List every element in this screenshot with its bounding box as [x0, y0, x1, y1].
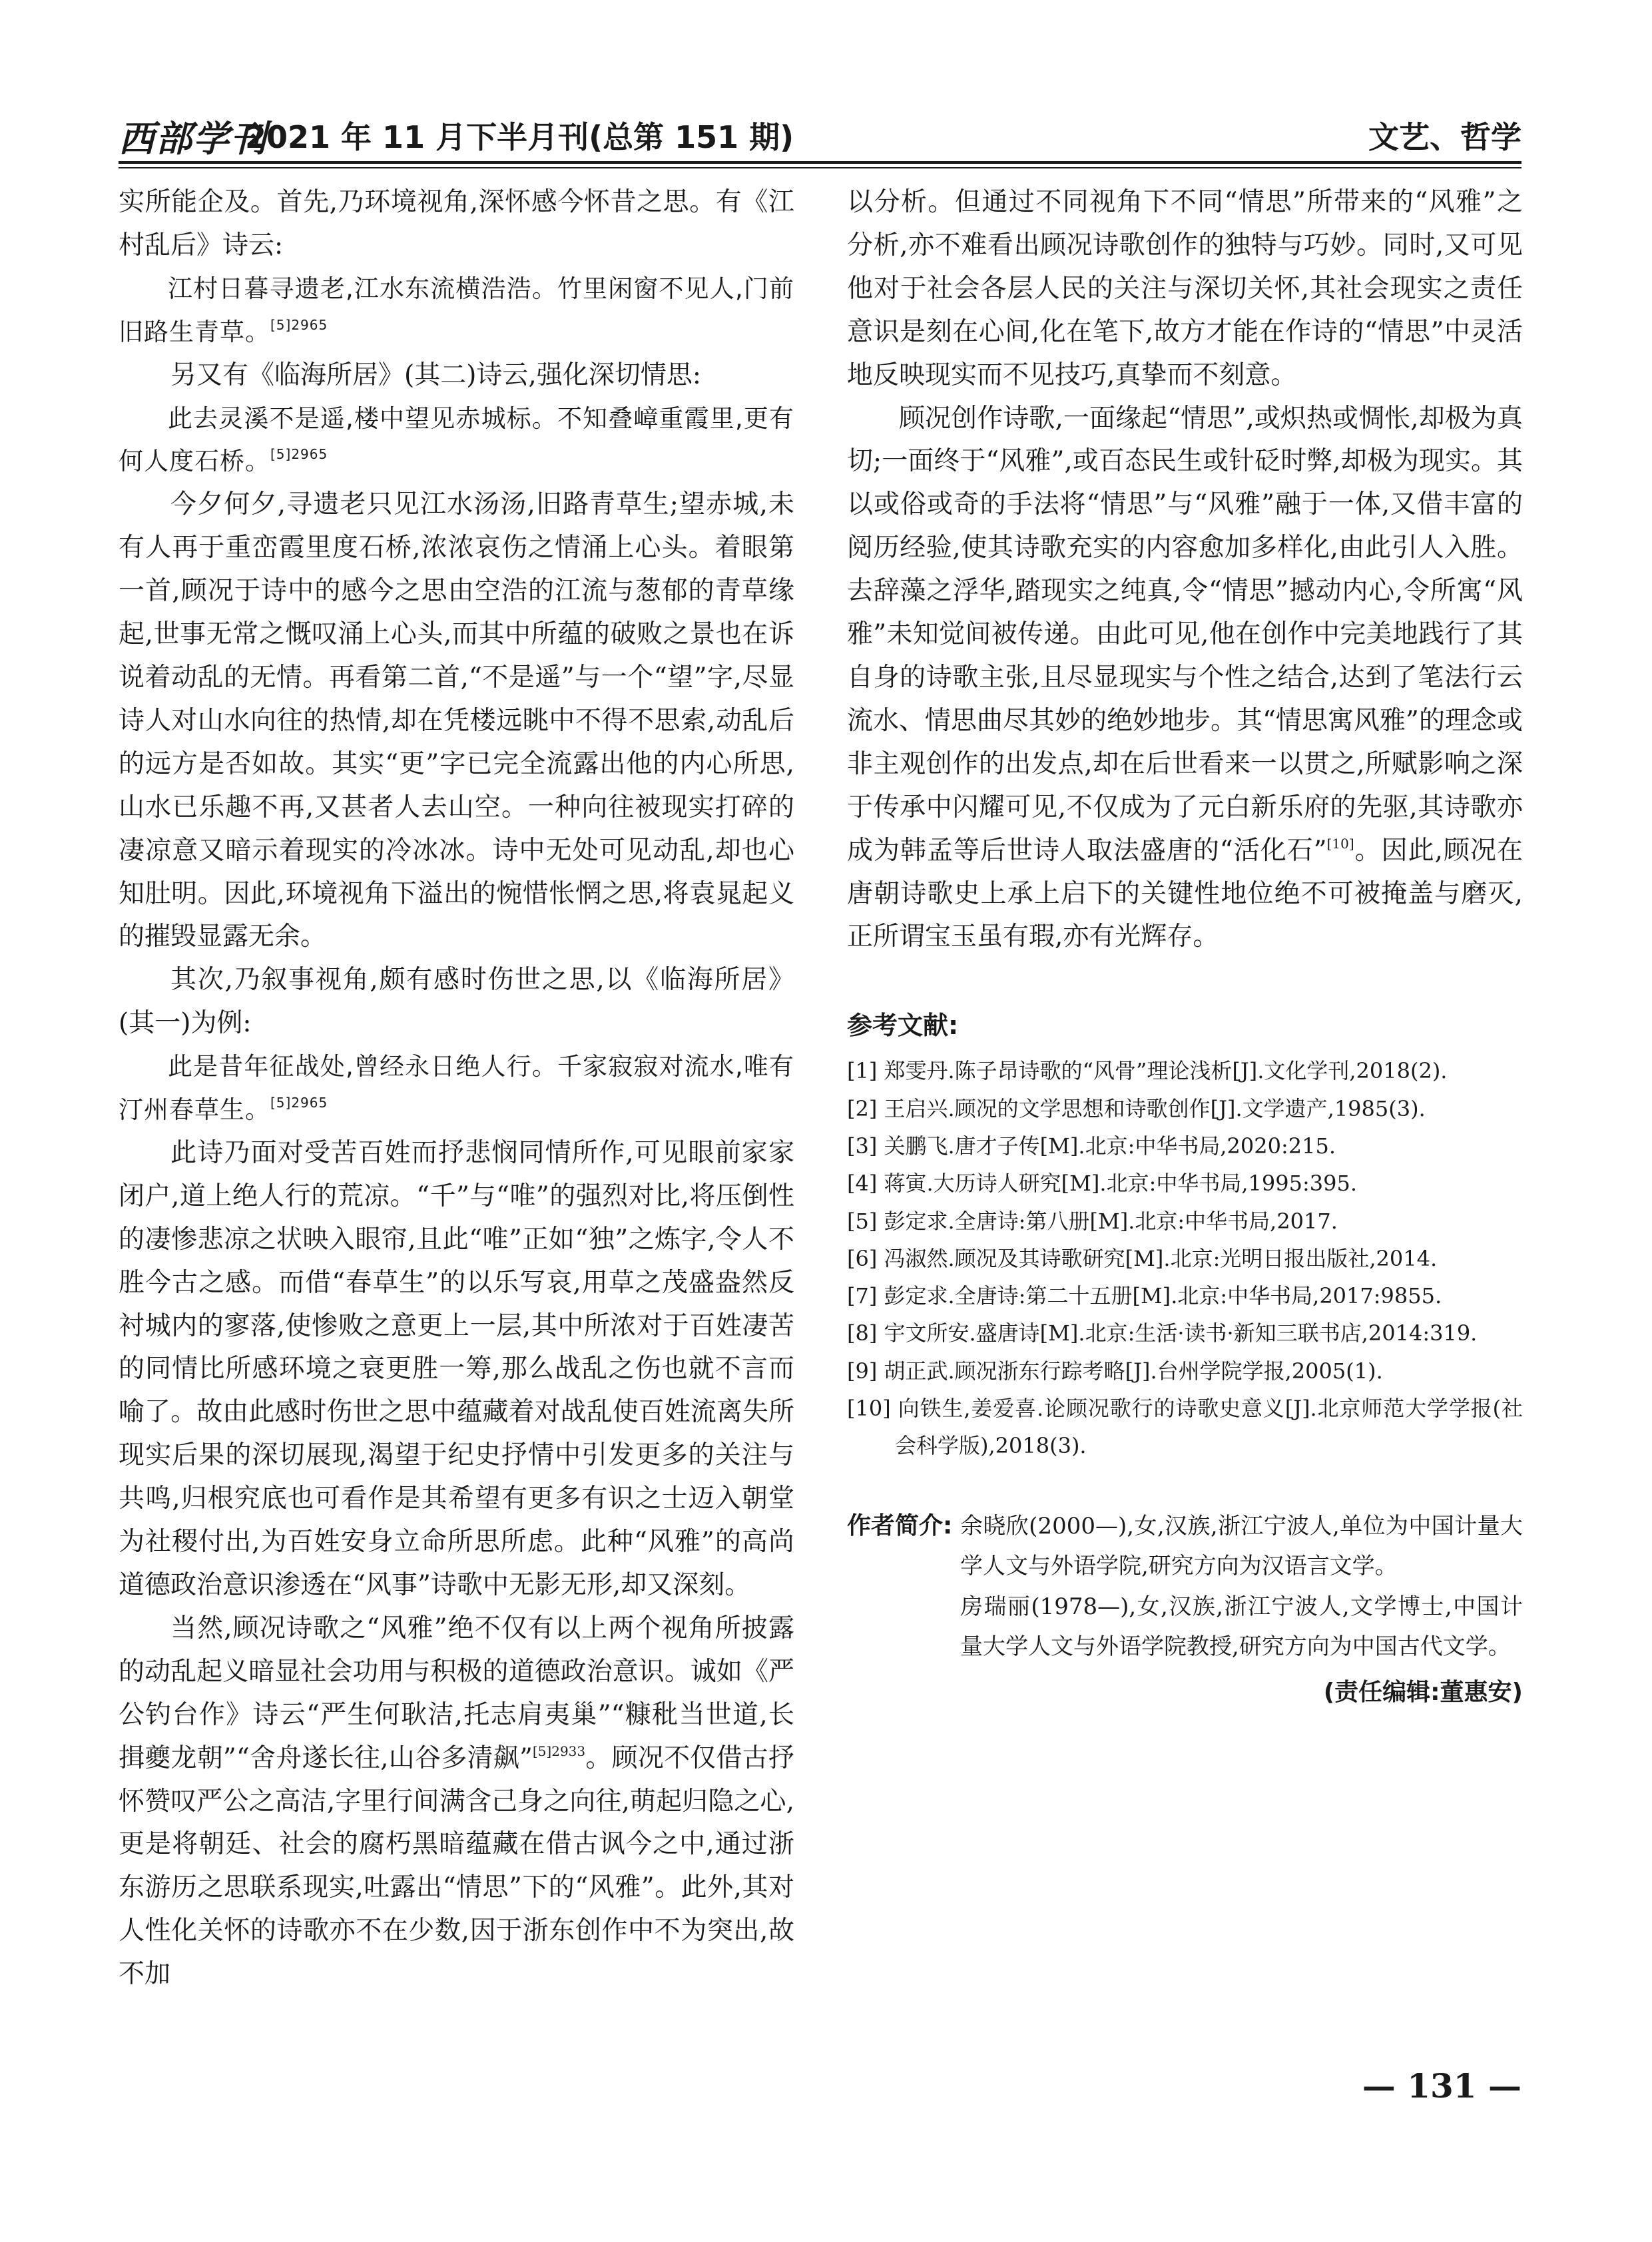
responsible-editor: (责任编辑:董惠安) — [1323, 1678, 1523, 1706]
body-paragraph: 今夕何夕,寻遗老只见江水汤汤,旧路青草生;望赤城,未有人再于重峦霞里度石桥,浓浓哀伤之情涌上心头。着眼第一首,顾况于诗中的感今之思由空浩的江流与葱郁的青草缘起,世事无常之慨叹涌上心头,而其中所蕴的破败之景也在诉说着动乱的无情。再看第二首,“不是遥”与一个“望”字,尽显诗人对山水向往的热情,却在凭楼远眺中不得不思索,动乱后的远方是否如故。其实“更”字已完全流露出他的内心所思,山水已乐趣不再,又甚者人去山空。一种向往被现实打碎的凄凉意又暗示着现实的冷冰冰。诗中无处可见动乱,却也心知肚明。因此,环境视角下溢出的惋惜怅惘之思,将袁晁起义的摧毁显露无余。 — [119, 489, 794, 952]
reference-item: [9] 胡正武.顾况浙东行踪考略[J].台州学院学报,2005(1). — [847, 1358, 1383, 1384]
left-column — [119, 181, 794, 1996]
poem-quote — [119, 398, 794, 484]
reference-item: [10] 向铁生,姜爱喜.论顾况歌行的诗歌史意义[J].北京师范大学学报(社会科学版),2018(3). — [847, 1395, 1523, 1459]
author-info — [847, 1506, 1523, 1713]
issue-info: 2021 年 11 月下半月刊(总第 151 期) — [245, 119, 794, 155]
poem-quote — [119, 268, 794, 354]
reference-item: [1] 郑雯丹.陈子昂诗歌的“风骨”理论浅析[J].文化学刊,2018(2). — [847, 1058, 1448, 1084]
reference-item: [7] 彭定求.全唐诗:第二十五册[M].北京:中华书局,2017:9855. — [847, 1283, 1442, 1309]
header-rule-thick — [119, 161, 1521, 164]
paragraph-text: 顾况创作诗歌,一面缘起“情思”,或炽热或惆怅,却极为真切;一面终于“风雅”,或百态民生或针砭时弊,却极为现实。其以或俗或奇的手法将“情思”与“风雅”融于一体,又借丰富的阅历经验,使其诗歌充实的内容愈加多样化,由此引人入胜。去辞藻之浮华,踏现实之纯真,令“情思”撼动内心,令所寓“风雅”未知觉间被传递。由此可见,他在创作中完美地践行了其自身的诗歌主张,且尽显现实与个性之结合,达到了笔法行云流水、情思曲尽其妙的绝妙地步。其“情思寓风雅”的理念或非主观创作的出发点,却在后世看来一以贯之,所赋影响之深于传承中闪耀可见,不仅成为了元白新乐府的先驱,其诗歌亦成为韩孟等后世诗人取法盛唐的“活化石” — [847, 403, 1523, 866]
journal-logo: 西部学刊 — [119, 117, 268, 160]
author-bio: 余晓欣(2000—),女,汉族,浙江宁波人,单位为中国计量大学人文与外语学院,研究方向为汉语言文学。 — [960, 1512, 1523, 1580]
body-paragraph: 此诗乃面对受苦百姓而抒悲悯同情所作,可见眼前家家闭户,道上绝人行的荒凉。“千”与“唯”的强烈对比,将压倒性的凄惨悲凉之状映入眼帘,且此“唯”正如“独”之炼字,令人不胜今古之感。而借“春草生”的以乐写哀,用草之茂盛盎然反衬城内的寥落,使惨败之意更上一层,其中所浓对于百姓凄苦的同情比所感环境之衰更胜一筹,那么战乱之伤也就不言而喻了。故由此感时伤世之思中蕴藏着对战乱使百姓流离失所现实后果的深切展现,渴望于纪史抒情中引发更多的关注与共鸣,归根究底也可看作是其希望有更多有识之士迈入朝堂为社稷付出,为百姓安身立命所思所虑。此种“风雅”的高尚道德政治意识渗透在“风事”诗歌中无影无形,却又深刻。 — [119, 1137, 794, 1600]
reference-item: [8] 宇文所安.盛唐诗[M].北京:生活·读书·新知三联书店,2014:319. — [847, 1320, 1478, 1346]
citation-mark: [5]2965 — [270, 316, 328, 333]
author-info-label: 作者简介: — [847, 1512, 953, 1540]
reference-item: [5] 彭定求.全唐诗:第八册[M].北京:中华书局,2017. — [847, 1208, 1338, 1234]
body-paragraph: 另又有《临海所居》(其二)诗云,强化深切情思: — [170, 360, 701, 390]
paragraph-text: 。因此,顾况在唐朝诗歌史上承上启下的关键性地位绝不可被掩盖与磨灭,正所谓宝玉虽有瑕,亦有光辉存。 — [847, 835, 1523, 952]
body-paragraph: 实所能企及。首先,乃环境视角,深怀感今怀昔之思。有《江村乱后》诗云: — [119, 187, 794, 260]
poem-text: 江村日暮寻遗老,江水东流横浩浩。竹里闲窗不见人,门前旧路生青草。 — [119, 274, 794, 346]
poem-text: 此是昔年征战处,曾经永日绝人行。千家寂寂对流水,唯有汀州春草生。 — [119, 1052, 794, 1125]
header-rule-thin — [119, 167, 1521, 168]
poem-text: 此去灵溪不是遥,楼中望见赤城标。不知叠嶂重霞里,更有何人度石桥。 — [119, 404, 794, 476]
reference-item: [3] 关鹏飞.唐才子传[M].北京:中华书局,2020:215. — [847, 1133, 1336, 1159]
paragraph-text: 。顾况不仅借古抒怀赞叹严公之高洁,字里行间满含己身之向往,萌起归隐之心,更是将朝廷、社会的腐朽黑暗蕴藏在借古讽今之中,通过浙东游历之思联系现实,吐露出“情思”下的“风雅”。此外,其对人性化关怀的诗歌亦不在少数,因于浙东创作中不为突出,故不加 — [119, 1743, 794, 1990]
citation-mark: [5]2965 — [270, 446, 328, 463]
reference-list — [847, 1052, 1523, 1464]
body-paragraph: 以分析。但通过不同视角下不同“情思”所带来的“风雅”之分析,亦不难看出顾况诗歌创作的独特与巧妙。同时,又可见他对于社会各层人民的关注与深切关怀,其社会现实之责任意识是刻在心间,化在笔下,故方才能在作诗的“情思”中灵活地反映现实而不见技巧,真挚而不刻意。 — [847, 187, 1523, 390]
paragraph-text: 当然,顾况诗歌之“风雅”绝不仅有以上两个视角所披露的动乱起义暗显社会功用与积极的道德政治意识。诚如《严公钓台作》诗云“严生何耿洁,托志肩夷巢”“糠秕当世道,长揖夔龙朝”“舍舟遂长往,山谷多清飙” — [119, 1613, 794, 1773]
body-paragraph: 其次,乃叙事视角,颇有感时伤世之思,以《临海所居》(其一)为例: — [119, 965, 794, 1039]
poem-quote — [119, 1045, 794, 1132]
reference-item: [6] 冯淑然.顾况及其诗歌研究[M].北京:光明日报出版社,2014. — [847, 1245, 1438, 1271]
citation-mark: [10] — [1326, 835, 1354, 852]
references-heading: 参考文献: — [847, 1011, 959, 1041]
page-number: — 131 — — [1362, 2066, 1521, 2105]
section-name: 文艺、哲学 — [1368, 119, 1521, 155]
reference-item: [4] 蒋寅.大历诗人研究[M].北京:中华书局,1995:395. — [847, 1171, 1358, 1197]
body-paragraph — [119, 1607, 794, 1996]
reference-item: [2] 王启兴.顾况的文学思想和诗歌创作[J].文学遗产,1985(3). — [847, 1095, 1426, 1121]
page-header — [119, 99, 1521, 165]
citation-mark: [5]2965 — [270, 1095, 328, 1111]
body-paragraph — [847, 398, 1523, 960]
citation-mark: [5]2933 — [532, 1743, 586, 1759]
right-column — [847, 181, 1523, 1713]
author-bio: 房瑞丽(1978—),女,汉族,浙江宁波人,文学博士,中国计量大学人文与外语学院教授,研究方向为中国古代文学。 — [960, 1593, 1523, 1661]
